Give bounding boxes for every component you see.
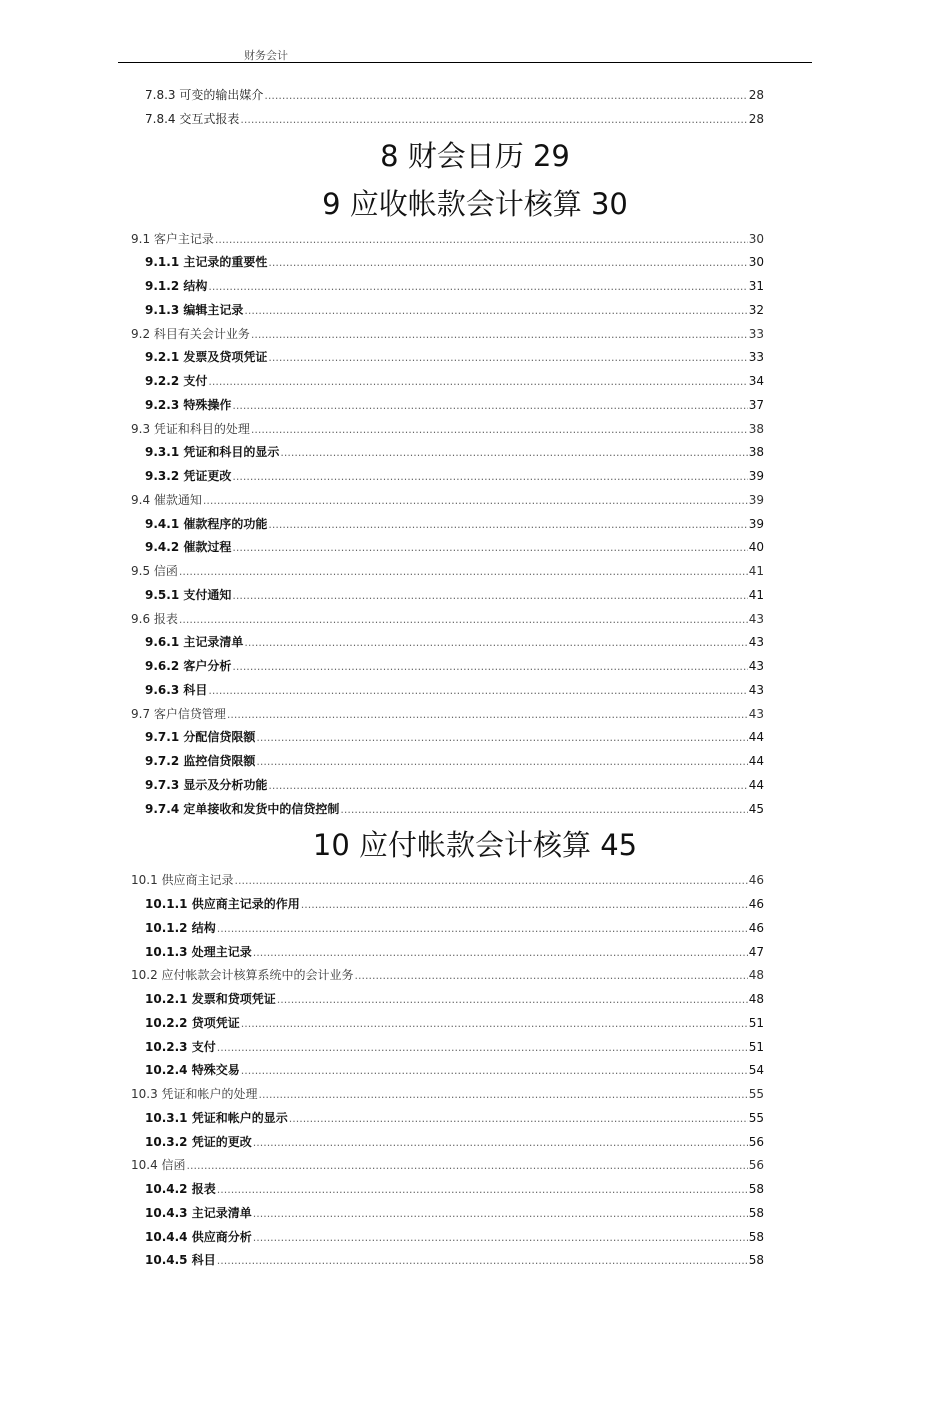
toc-entry[interactable]	[145, 988, 764, 1012]
toc-page-number: 28	[748, 88, 764, 102]
toc-entry-label: 10.2.4 特殊交易	[145, 1063, 240, 1078]
toc-page-number: 55	[748, 1110, 764, 1125]
toc-page-number: 30	[748, 255, 764, 270]
toc-entry[interactable]	[145, 370, 764, 394]
toc-entry[interactable]	[131, 228, 764, 252]
toc-page-number: 38	[748, 421, 764, 436]
toc-dot-leader	[259, 1083, 748, 1107]
toc-dot-leader	[268, 251, 747, 275]
toc-entry-label: 9.2.1 发票及贷项凭证	[145, 350, 268, 365]
toc-page-number: 46	[748, 873, 764, 888]
toc-dot-leader	[264, 84, 747, 108]
toc-entry-label: 9.5 信函	[131, 564, 178, 578]
toc-entry[interactable]	[131, 869, 764, 893]
toc-dot-leader	[217, 1178, 748, 1202]
toc-dot-leader	[256, 726, 747, 750]
toc-entry-label: 9.7 客户信贷管理	[131, 706, 226, 721]
toc-page-number: 39	[748, 492, 764, 507]
toc-dot-leader	[340, 798, 747, 822]
toc-entry-label: 10.4.2 报表	[145, 1182, 216, 1196]
toc-entry[interactable]	[145, 798, 764, 822]
toc-entry-label: 9.2 科目有关会计业务	[131, 326, 250, 341]
toc-entry[interactable]	[145, 1202, 764, 1226]
toc-page-number: 43	[748, 635, 764, 650]
toc-page-number: 33	[748, 350, 764, 365]
toc-page-number: 48	[748, 968, 764, 983]
toc-page-number: 43	[748, 706, 764, 721]
toc-entry[interactable]	[131, 1083, 764, 1107]
toc-entry-label: 10.1.2 结构	[145, 920, 216, 935]
header-rule	[118, 62, 812, 63]
toc-entry[interactable]	[145, 679, 764, 703]
toc-dot-leader	[232, 536, 747, 560]
toc-dot-leader	[277, 988, 748, 1012]
toc-entry[interactable]	[145, 1012, 764, 1036]
toc-entry-label: 9.7.4 定单接收和发货中的信贷控制	[145, 801, 340, 816]
toc-entry-label: 10.3.1 凭证和帐户的显示	[145, 1110, 288, 1125]
toc-entry[interactable]	[131, 964, 764, 988]
toc-entry-label: 10.2 应付帐款会计核算系统中的会计业务	[131, 968, 354, 983]
toc-page-number: 45	[748, 801, 764, 816]
toc-dot-leader	[232, 465, 747, 489]
toc-entry[interactable]	[131, 323, 764, 347]
toc-page-number: 48	[748, 992, 764, 1006]
table-of-contents	[0, 84, 950, 1273]
toc-dot-leader	[240, 108, 747, 132]
toc-page-number: 34	[748, 374, 764, 388]
toc-page-number: 43	[748, 682, 764, 697]
toc-page-number: 55	[748, 1087, 764, 1101]
toc-page-number: 39	[748, 469, 764, 483]
toc-dot-leader	[280, 441, 747, 465]
toc-page-number: 43	[748, 659, 764, 673]
toc-page-number: 47	[748, 944, 764, 959]
toc-entry[interactable]	[145, 84, 764, 108]
toc-entry-label: 9.1 客户主记录	[131, 231, 214, 246]
toc-entry[interactable]	[131, 560, 764, 584]
toc-dot-leader	[241, 1012, 748, 1036]
toc-entry-label: 9.7.1 分配信贷限额	[145, 730, 256, 745]
toc-page-number: 56	[748, 1158, 764, 1173]
toc-entry-label: 9.7.2 监控信贷限额	[145, 754, 256, 768]
toc-entry-label: 10.2.2 贷项凭证	[145, 1015, 240, 1030]
toc-entry[interactable]	[145, 750, 764, 774]
toc-page-number: 44	[748, 777, 764, 792]
toc-entry[interactable]	[145, 346, 764, 370]
toc-entry[interactable]	[145, 441, 764, 465]
toc-page-number: 44	[748, 730, 764, 745]
toc-dot-leader	[232, 655, 747, 679]
toc-chapter-heading[interactable]: 8 财会日历 29	[380, 138, 570, 173]
toc-dot-leader	[217, 1249, 748, 1273]
toc-entry-label: 9.1.2 结构	[145, 279, 208, 293]
toc-dot-leader	[253, 1226, 748, 1250]
toc-entry-label: 9.4.1 催款程序的功能	[145, 516, 268, 531]
toc-dot-leader	[215, 228, 748, 252]
toc-entry-label: 10.2.1 发票和贷项凭证	[145, 992, 276, 1006]
toc-entry-label: 9.4 催款通知	[131, 492, 202, 507]
toc-entry[interactable]	[145, 275, 764, 299]
toc-entry-label: 7.8.4 交互式报表	[145, 111, 240, 126]
toc-entry[interactable]	[145, 655, 764, 679]
toc-page-number: 28	[748, 111, 764, 126]
toc-page-number: 31	[748, 279, 764, 293]
toc-entry-label: 7.8.3 可变的输出媒介	[145, 88, 264, 102]
toc-entry[interactable]	[145, 465, 764, 489]
toc-entry-label: 9.3.2 凭证更改	[145, 469, 232, 483]
toc-dot-leader	[227, 703, 748, 727]
toc-entry-label: 10.4.3 主记录清单	[145, 1205, 252, 1220]
toc-entry[interactable]	[145, 774, 764, 798]
toc-dot-leader	[179, 560, 748, 584]
toc-entry-label: 9.7.3 显示及分析功能	[145, 777, 268, 792]
toc-dot-leader	[235, 869, 748, 893]
toc-dot-leader	[208, 370, 747, 394]
toc-dot-leader	[355, 964, 748, 988]
toc-entry-label: 9.6.3 科目	[145, 682, 208, 697]
toc-page-number: 51	[748, 1039, 764, 1054]
toc-entry-label: 9.4.2 催款过程	[145, 540, 232, 555]
toc-dot-leader	[232, 394, 747, 418]
toc-page-number: 37	[748, 397, 764, 412]
toc-page-number: 43	[748, 611, 764, 626]
toc-entry-label: 10.1 供应商主记录	[131, 873, 234, 888]
toc-entry[interactable]	[145, 1249, 764, 1273]
toc-entry-label: 9.3.1 凭证和科目的显示	[145, 445, 280, 460]
toc-dot-leader	[187, 1154, 748, 1178]
toc-entry[interactable]	[145, 1107, 764, 1131]
toc-dot-leader	[241, 1059, 748, 1083]
toc-entry-label: 9.6.1 主记录清单	[145, 635, 244, 650]
toc-entry[interactable]	[131, 703, 764, 727]
toc-entry-label: 10.4 信函	[131, 1158, 186, 1173]
toc-page-number: 58	[748, 1182, 764, 1196]
toc-entry-label: 10.4.4 供应商分析	[145, 1229, 252, 1244]
toc-entry[interactable]	[145, 394, 764, 418]
toc-dot-leader	[268, 774, 747, 798]
toc-entry[interactable]	[145, 108, 764, 132]
toc-entry-label: 9.2.3 特殊操作	[145, 397, 232, 412]
toc-dot-leader	[251, 323, 748, 347]
toc-dot-leader	[251, 418, 748, 442]
toc-entry[interactable]	[145, 1131, 764, 1155]
toc-dot-leader	[244, 299, 747, 323]
toc-dot-leader	[268, 346, 747, 370]
toc-entry[interactable]	[145, 513, 764, 537]
toc-chapter-heading[interactable]: 9 应收帐款会计核算 30	[322, 186, 628, 221]
toc-entry-label: 10.4.5 科目	[145, 1253, 216, 1268]
toc-page-number: 46	[748, 897, 764, 911]
toc-page-number: 58	[748, 1253, 764, 1268]
toc-dot-leader	[244, 631, 747, 655]
toc-entry[interactable]	[131, 1154, 764, 1178]
toc-entry[interactable]	[145, 536, 764, 560]
toc-dot-leader	[253, 941, 748, 965]
toc-entry[interactable]	[131, 418, 764, 442]
toc-entry[interactable]	[145, 1178, 764, 1202]
toc-entry[interactable]	[145, 299, 764, 323]
toc-page-number: 56	[748, 1134, 764, 1149]
toc-entry-label: 9.6.2 客户分析	[145, 659, 232, 673]
toc-entry[interactable]	[145, 251, 764, 275]
toc-dot-leader	[217, 1036, 748, 1060]
toc-entry-label: 9.6 报表	[131, 611, 178, 626]
toc-page-number: 58	[748, 1229, 764, 1244]
toc-page-number: 58	[748, 1205, 764, 1220]
toc-entry[interactable]	[145, 584, 764, 608]
toc-entry[interactable]	[145, 1226, 764, 1250]
toc-entry-label: 9.1.1 主记录的重要性	[145, 255, 268, 270]
toc-page-number: 30	[748, 231, 764, 246]
toc-page-number: 32	[748, 302, 764, 317]
toc-entry-label: 9.5.1 支付通知	[145, 587, 232, 602]
toc-dot-leader	[289, 1107, 748, 1131]
toc-entry-label: 9.1.3 编辑主记录	[145, 302, 244, 317]
toc-page-number: 51	[748, 1015, 764, 1030]
toc-entry-label: 10.3.2 凭证的更改	[145, 1134, 252, 1149]
toc-page-number: 33	[748, 326, 764, 341]
toc-page-number: 54	[748, 1063, 764, 1078]
toc-dot-leader	[253, 1131, 748, 1155]
page-header-text: 财务会计	[244, 49, 288, 62]
toc-dot-leader	[217, 917, 748, 941]
toc-dot-leader	[256, 750, 747, 774]
toc-page-number: 38	[748, 445, 764, 460]
toc-page-number: 46	[748, 920, 764, 935]
toc-dot-leader	[253, 1202, 748, 1226]
toc-page-number: 40	[748, 540, 764, 555]
toc-dot-leader	[208, 679, 747, 703]
toc-entry[interactable]	[131, 608, 764, 632]
toc-entry-label: 10.1.3 处理主记录	[145, 944, 252, 959]
toc-page-number: 41	[748, 564, 764, 578]
toc-entry-label: 9.2.2 支付	[145, 374, 208, 388]
toc-dot-leader	[268, 513, 747, 537]
toc-entry-label: 10.3 凭证和帐户的处理	[131, 1087, 258, 1101]
toc-page-number: 44	[748, 754, 764, 768]
toc-dot-leader	[179, 608, 748, 632]
toc-entry[interactable]	[145, 941, 764, 965]
toc-dot-leader	[301, 893, 748, 917]
toc-entry[interactable]	[145, 631, 764, 655]
toc-entry[interactable]	[145, 893, 764, 917]
toc-dot-leader	[208, 275, 747, 299]
toc-page-number: 41	[748, 587, 764, 602]
toc-dot-leader	[203, 489, 748, 513]
toc-page-number: 39	[748, 516, 764, 531]
toc-dot-leader	[232, 584, 747, 608]
toc-entry[interactable]	[131, 489, 764, 513]
toc-entry-label: 9.3 凭证和科目的处理	[131, 421, 250, 436]
toc-entry[interactable]	[145, 1036, 764, 1060]
toc-entry[interactable]	[145, 1059, 764, 1083]
toc-entry[interactable]	[145, 726, 764, 750]
toc-entry[interactable]	[145, 917, 764, 941]
toc-entry-label: 10.2.3 支付	[145, 1039, 216, 1054]
toc-chapter-heading[interactable]: 10 应付帐款会计核算 45	[312, 828, 638, 863]
toc-entry-label: 10.1.1 供应商主记录的作用	[145, 897, 300, 911]
